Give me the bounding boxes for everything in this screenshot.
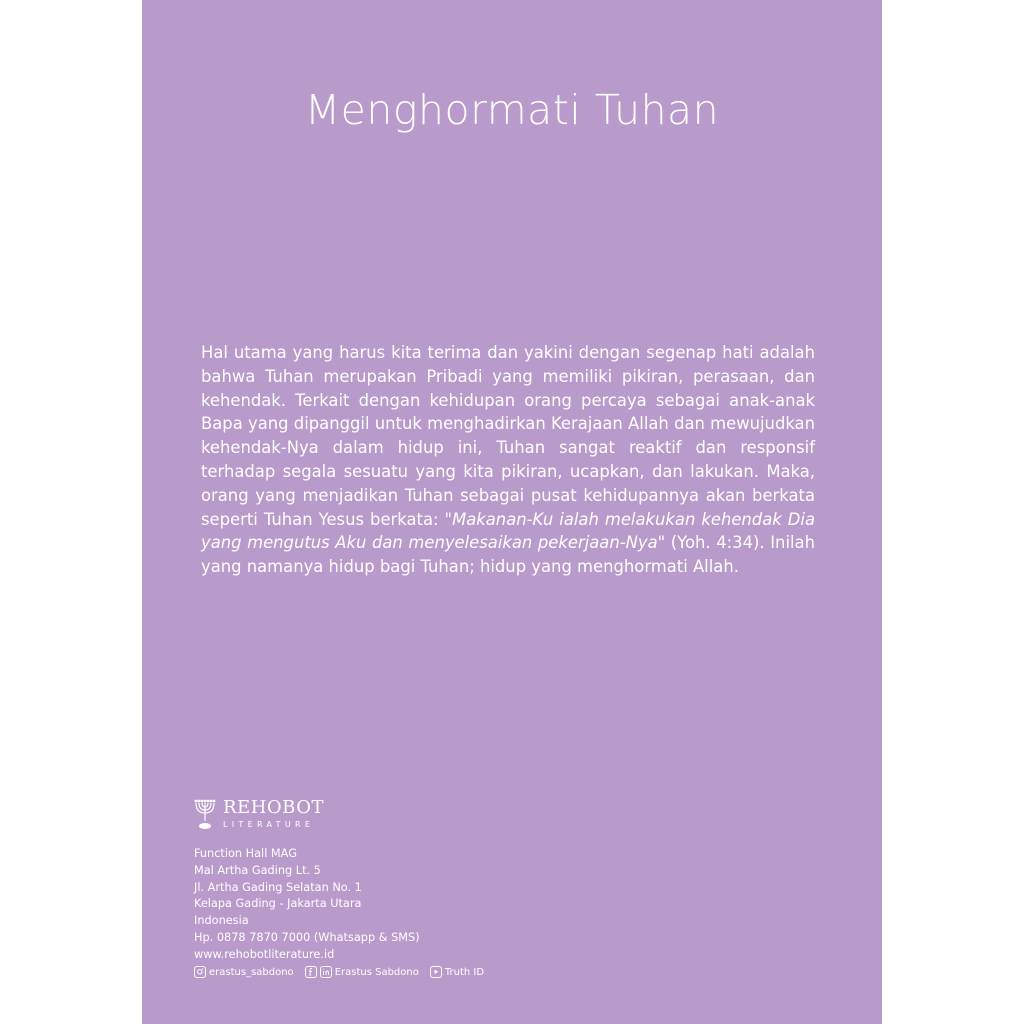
address-line: Function Hall MAG [194, 847, 297, 860]
instagram-handle: erastus_sabdono [209, 966, 294, 978]
paragraph-text: Hal utama yang harus kita terima dan yakini dengan segenap hati adalah bahwa Tuhan merupakan Pribadi yang memiliki pikiran, perasaan, dan kehendak. Terkait dengan kehidupan orang percaya sebagai anak-anak Bapa yang dipanggil untuk menghadirkan Kerajaan Allah dan mewujudkan kehendak-Nya dalam hidup ini, Tuhan sangat reaktif dan responsif terhadap segala sesuatu yang kita pikiran, ucapkan, dan lakukan. Maka, orang yang menjadikan Tuhan sebagai pusat kehidupannya akan berkata seperti Tuhan Yesus berkata: [201, 343, 815, 529]
book-back-cover [142, 0, 882, 1024]
website-line: www.rehobotliterature.id [194, 947, 335, 961]
publisher-logo [193, 797, 353, 833]
youtube-icon [430, 966, 442, 978]
page-title: Menghormati Tuhan [304, 86, 720, 134]
address-line: Indonesia [194, 914, 249, 928]
instagram-icon [194, 966, 206, 978]
youtube-channel: Truth ID [444, 966, 485, 978]
scripture-quote: "Makanan-Ku ialah melakukan kehendak Dia yang mengutus Aku dan menyelesaikan pekerjaan-Nya" [201, 509, 815, 553]
social-links [194, 966, 484, 978]
menorah-icon [193, 797, 217, 831]
phone-line: Hp. 0878 7870 7000 (Whatsapp & SMS) [194, 930, 420, 944]
publisher-name: REHOBOT [223, 797, 324, 818]
publisher-address [194, 846, 420, 964]
linkedin-icon [320, 966, 332, 978]
facebook-icon [305, 966, 317, 978]
publisher-subtitle: LITERATURE [223, 820, 315, 829]
body-paragraph [201, 341, 815, 579]
facebook-linkedin-name: Erastus Sabdono [334, 966, 419, 978]
paragraph-text-end: (Yoh. 4:34). Inilah yang namanya hidup bagi Tuhan; hidup yang menghormati Allah. [201, 533, 815, 577]
address-line: Mal Artha Gading Lt. 5 [194, 863, 321, 877]
address-line: Jl. Artha Gading Selatan No. 1 [194, 880, 362, 894]
address-line: Kelapa Gading - Jakarta Utara [194, 897, 362, 911]
